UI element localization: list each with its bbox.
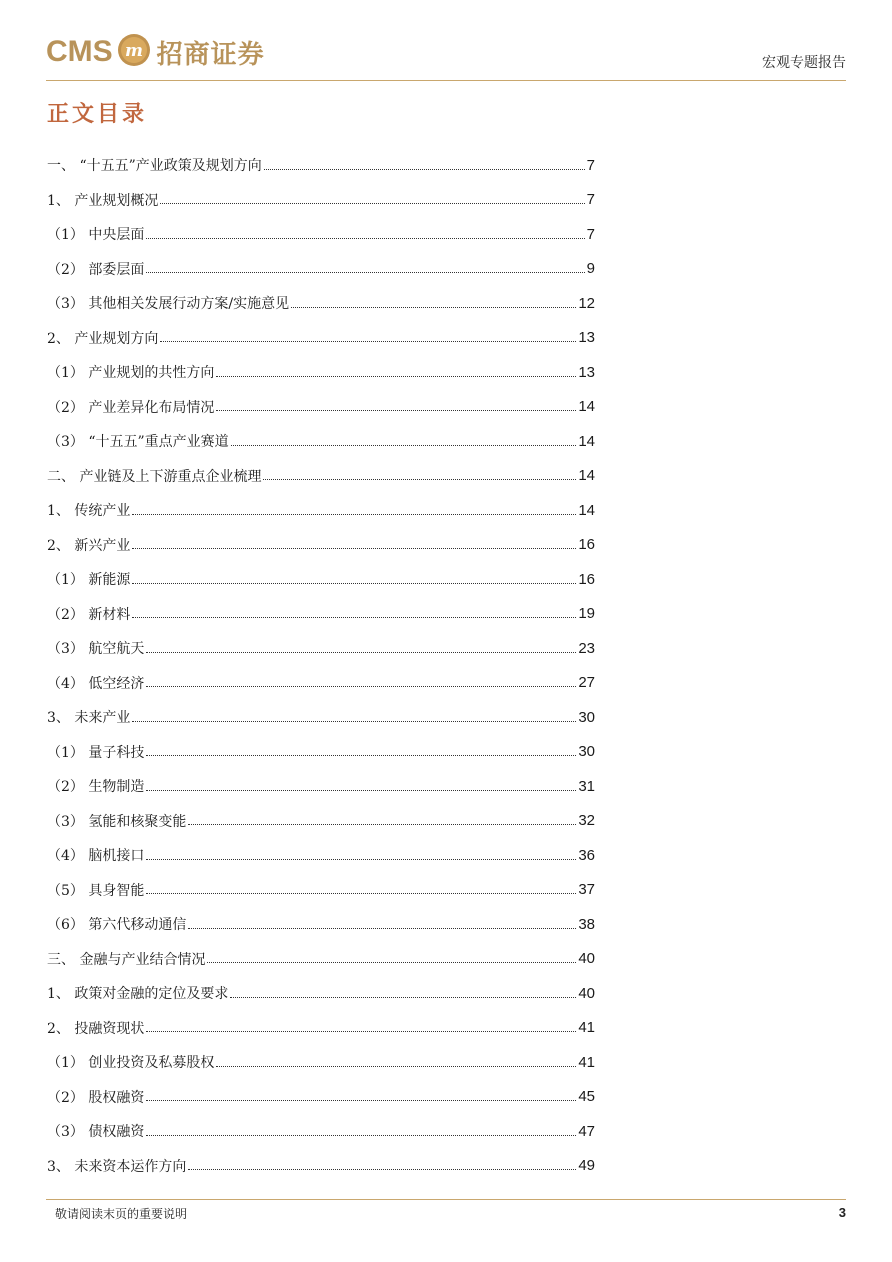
- toc-entry-label: （3） 氢能和核聚变能: [47, 813, 187, 830]
- toc-entry[interactable]: [47, 976, 595, 1011]
- table-of-contents: [47, 148, 595, 1183]
- toc-entry[interactable]: [47, 286, 595, 321]
- toc-entry-label: （2） 部委层面: [47, 261, 145, 278]
- toc-entry-label: 1、 产业规划概况: [47, 192, 159, 209]
- toc-entry[interactable]: [47, 1114, 595, 1149]
- toc-entry[interactable]: [47, 252, 595, 287]
- toc-entry-label: 1、 传统产业: [47, 503, 131, 520]
- toc-entry-label: （6） 第六代移动通信: [47, 917, 187, 934]
- toc-entry-label: （3） “十五五”重点产业赛道: [47, 434, 229, 451]
- toc-entry-label: 3、 未来资本运作方向: [47, 1158, 187, 1175]
- page-header: [46, 30, 846, 80]
- toc-entry-page-number: 41: [578, 1053, 595, 1071]
- toc-dot-leader: [291, 293, 576, 308]
- toc-entry-page-number: 40: [578, 984, 595, 1002]
- toc-entry[interactable]: [47, 1045, 595, 1080]
- toc-entry-page-number: 37: [578, 881, 595, 899]
- toc-dot-leader: [216, 396, 576, 411]
- toc-entry[interactable]: [47, 769, 595, 804]
- toc-dot-leader: [188, 914, 576, 929]
- toc-entry-page-number: 38: [578, 915, 595, 933]
- toc-dot-leader: [188, 1155, 576, 1170]
- toc-entry-page-number: 13: [578, 329, 595, 347]
- logo-emblem-icon: [117, 33, 151, 71]
- toc-entry-label: （4） 低空经济: [47, 675, 145, 692]
- toc-entry[interactable]: [47, 838, 595, 873]
- toc-entry-label: （5） 具身智能: [47, 882, 145, 899]
- toc-dot-leader: [132, 500, 576, 515]
- page-number: 3: [838, 1205, 846, 1220]
- toc-entry[interactable]: [47, 666, 595, 701]
- toc-entry-page-number: 40: [578, 950, 595, 968]
- toc-entry-page-number: 7: [586, 156, 595, 174]
- toc-entry[interactable]: [47, 321, 595, 356]
- toc-dot-leader: [188, 810, 576, 825]
- toc-entry-page-number: 9: [586, 260, 595, 278]
- toc-entry-label: 2、 投融资现状: [47, 1020, 145, 1037]
- toc-entry-label: （1） 中央层面: [47, 227, 145, 244]
- toc-dot-leader: [146, 672, 576, 687]
- toc-entry-label: 一、 “十五五”产业政策及规划方向: [47, 158, 262, 175]
- cms-logo: [46, 30, 265, 74]
- toc-dot-leader: [263, 465, 576, 480]
- toc-entry-label: 3、 未来产业: [47, 710, 131, 727]
- toc-entry-page-number: 47: [578, 1122, 595, 1140]
- toc-entry-label: （2） 产业差异化布局情况: [47, 399, 215, 416]
- header-divider: [46, 80, 846, 81]
- toc-dot-leader: [264, 155, 585, 170]
- report-type-label: 宏观专题报告: [762, 55, 846, 71]
- toc-entry-label: （3） 其他相关发展行动方案/实施意见: [47, 296, 290, 313]
- toc-entry-page-number: 12: [578, 294, 595, 312]
- toc-entry-label: 三、 金融与产业结合情况: [47, 951, 206, 968]
- toc-entry[interactable]: [47, 942, 595, 977]
- toc-entry-label: （2） 股权融资: [47, 1089, 145, 1106]
- toc-entry[interactable]: [47, 735, 595, 770]
- toc-dot-leader: [160, 327, 576, 342]
- toc-entry-label: 二、 产业链及上下游重点企业梳理: [47, 468, 262, 485]
- toc-entry-page-number: 14: [578, 501, 595, 519]
- toc-entry[interactable]: [47, 1080, 595, 1115]
- toc-dot-leader: [146, 776, 576, 791]
- toc-entry-page-number: 7: [586, 191, 595, 209]
- toc-entry[interactable]: [47, 355, 595, 390]
- toc-dot-leader: [146, 879, 576, 894]
- toc-entry-label: （1） 量子科技: [47, 744, 145, 761]
- toc-entry-label: （3） 航空航天: [47, 641, 145, 658]
- toc-entry-page-number: 14: [578, 467, 595, 485]
- toc-entry[interactable]: [47, 907, 595, 942]
- toc-entry[interactable]: [47, 631, 595, 666]
- toc-entry[interactable]: [47, 1011, 595, 1046]
- toc-dot-leader: [146, 845, 576, 860]
- toc-heading: 正文目录: [47, 101, 148, 127]
- toc-dot-leader: [132, 534, 576, 549]
- toc-dot-leader: [216, 362, 576, 377]
- toc-entry[interactable]: [47, 873, 595, 908]
- toc-entry-page-number: 14: [578, 398, 595, 416]
- toc-entry[interactable]: [47, 562, 595, 597]
- toc-entry-page-number: 31: [578, 777, 595, 795]
- toc-entry-page-number: 13: [578, 363, 595, 381]
- logo-latin-text: CMS: [46, 35, 113, 68]
- toc-entry-page-number: 23: [578, 639, 595, 657]
- svg-text:m: m: [124, 41, 143, 61]
- toc-dot-leader: [146, 258, 584, 273]
- toc-entry-label: （1） 创业投资及私募股权: [47, 1055, 215, 1072]
- toc-entry[interactable]: [47, 528, 595, 563]
- toc-entry[interactable]: [47, 148, 595, 183]
- toc-dot-leader: [146, 224, 584, 239]
- toc-entry-page-number: 7: [586, 225, 595, 243]
- toc-dot-leader: [132, 569, 576, 584]
- toc-entry-page-number: 30: [578, 743, 595, 761]
- toc-entry[interactable]: [47, 217, 595, 252]
- toc-entry-page-number: 41: [578, 1019, 595, 1037]
- toc-entry-label: （2） 新材料: [47, 606, 131, 623]
- toc-entry[interactable]: [47, 804, 595, 839]
- toc-dot-leader: [132, 603, 576, 618]
- toc-entry-label: （4） 脑机接口: [47, 848, 145, 865]
- toc-entry-page-number: 19: [578, 605, 595, 623]
- toc-entry-page-number: 27: [578, 674, 595, 692]
- toc-entry-label: （1） 产业规划的共性方向: [47, 365, 215, 382]
- toc-entry[interactable]: [47, 183, 595, 218]
- toc-entry-label: 2、 产业规划方向: [47, 330, 159, 347]
- toc-entry-page-number: 16: [578, 536, 595, 554]
- toc-dot-leader: [216, 1052, 576, 1067]
- toc-entry[interactable]: [47, 700, 595, 735]
- toc-entry[interactable]: [47, 459, 595, 494]
- logo-chinese-text: 招商证券: [156, 39, 265, 70]
- footer-disclaimer-note: 敬请阅读末页的重要说明: [55, 1207, 188, 1221]
- toc-entry-label: （2） 生物制造: [47, 779, 145, 796]
- toc-entry-page-number: 32: [578, 812, 595, 830]
- toc-entry-page-number: 49: [578, 1157, 595, 1175]
- toc-dot-leader: [231, 431, 577, 446]
- toc-dot-leader: [132, 707, 576, 722]
- toc-entry-label: 2、 新兴产业: [47, 537, 131, 554]
- toc-dot-leader: [146, 1017, 576, 1032]
- toc-dot-leader: [146, 1086, 576, 1101]
- toc-entry-page-number: 36: [578, 846, 595, 864]
- toc-entry[interactable]: [47, 493, 595, 528]
- toc-entry-page-number: 14: [578, 432, 595, 450]
- toc-dot-leader: [207, 948, 576, 963]
- toc-dot-leader: [146, 638, 576, 653]
- toc-entry[interactable]: [47, 1149, 595, 1184]
- toc-dot-leader: [146, 741, 576, 756]
- toc-entry-label: （1） 新能源: [47, 572, 131, 589]
- toc-dot-leader: [146, 1121, 576, 1136]
- footer-divider: [46, 1199, 846, 1200]
- toc-dot-leader: [230, 983, 576, 998]
- toc-entry[interactable]: [47, 424, 595, 459]
- toc-entry-page-number: 16: [578, 570, 595, 588]
- toc-entry-page-number: 30: [578, 708, 595, 726]
- toc-entry-label: 1、 政策对金融的定位及要求: [47, 986, 229, 1003]
- toc-entry-label: （3） 债权融资: [47, 1124, 145, 1141]
- toc-dot-leader: [160, 189, 584, 204]
- toc-entry[interactable]: [47, 390, 595, 425]
- toc-entry[interactable]: [47, 597, 595, 632]
- toc-entry-page-number: 45: [578, 1088, 595, 1106]
